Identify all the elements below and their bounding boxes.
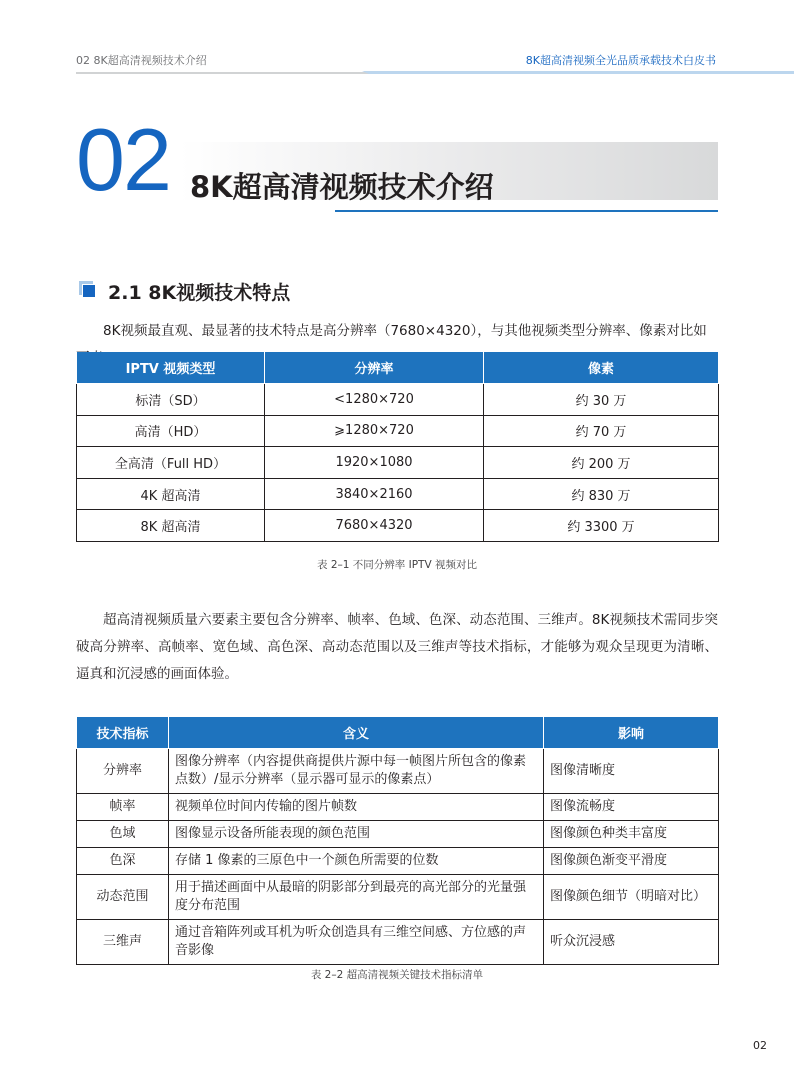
- column-header: 技术指标: [77, 717, 169, 749]
- table-cell: 全高清（Full HD）: [77, 447, 265, 479]
- table-row: [77, 848, 719, 875]
- table-cell: 动态范围: [77, 875, 169, 920]
- table-cell: 约 70 万: [484, 415, 719, 447]
- table-row: [77, 510, 719, 542]
- table-row: [77, 875, 719, 920]
- table-cell: 7680×4320: [265, 510, 484, 542]
- table-row: [77, 384, 719, 416]
- column-header: 含义: [169, 717, 544, 749]
- table-cell: 约 830 万: [484, 478, 719, 510]
- table-cell: 约 30 万: [484, 384, 719, 416]
- table-row: [77, 749, 719, 794]
- table-cell: 帧率: [77, 794, 169, 821]
- table-cell: 3840×2160: [265, 478, 484, 510]
- chapter-underline: [335, 210, 718, 212]
- table2-caption: 表 2–2 超高清视频关键技术指标清单: [310, 969, 484, 981]
- table-cell: 4K 超高清: [77, 478, 265, 510]
- table-cell: 三维声: [77, 920, 169, 965]
- table-cell: 高清（HD）: [77, 415, 265, 447]
- table-cell: 分辨率: [77, 749, 169, 794]
- table-cell: 约 200 万: [484, 447, 719, 479]
- table-cell: 标清（SD）: [77, 384, 265, 416]
- table-header-row: [77, 717, 719, 749]
- table-cell: 用于描述画面中从最暗的阴影部分到最亮的高光部分的光量强度分布范围: [169, 875, 544, 920]
- table-cell: 图像颜色渐变平滑度: [544, 848, 719, 875]
- table1-caption: 表 2–1 不同分辨率 IPTV 视频对比: [317, 559, 477, 571]
- header-left-title: 02 8K超高清视频技术介绍: [76, 54, 207, 67]
- table-cell: <1280×720: [265, 384, 484, 416]
- table-header-row: [77, 352, 719, 384]
- key-indicators-table: [76, 716, 719, 965]
- table-cell: 视频单位时间内传输的图片帧数: [169, 794, 544, 821]
- table-cell: 色深: [77, 848, 169, 875]
- table-cell: ⩾1280×720: [265, 415, 484, 447]
- table-cell: 图像分辨率（内容提供商提供片源中每一帧图片所包含的像素点数）/显示分辨率（显示器可显示的像素点）: [169, 749, 544, 794]
- chapter-title: 8K超高清视频技术介绍: [190, 170, 494, 204]
- header-divider: [76, 71, 718, 75]
- table-cell: 图像颜色细节（明暗对比）: [544, 875, 719, 920]
- table-cell: 图像流畅度: [544, 794, 719, 821]
- table-cell: 8K 超高清: [77, 510, 265, 542]
- section-square-icon: [79, 281, 96, 298]
- table-cell: 约 3300 万: [484, 510, 719, 542]
- table-row: [77, 794, 719, 821]
- table-cell: 色域: [77, 821, 169, 848]
- chapter-number: 02: [76, 110, 170, 209]
- table-cell: 图像颜色种类丰富度: [544, 821, 719, 848]
- table-cell: 图像清晰度: [544, 749, 719, 794]
- intro-paragraph: 8K视频最直观、最显著的技术特点是高分辨率（7680×4320），与其他视频类型分辨率、像素对比如: [103, 323, 707, 339]
- table-cell: 听众沉浸感: [544, 920, 719, 965]
- factors-paragraph: 超高清视频质量六要素主要包含分辨率、帧率、色域、色深、动态范围、三维声。8K视频技术需同步突破高分辨率、高帧率、宽色域、高色深、高动态范围以及三维声等技术指标，才能够为观众呈现更为清晰、逼真和沉浸感的画面体验。: [76, 612, 718, 682]
- table-cell: 图像显示设备所能表现的颜色范围: [169, 821, 544, 848]
- column-header: 影响: [544, 717, 719, 749]
- column-header: 像素: [484, 352, 719, 384]
- table-cell: 通过音箱阵列或耳机为听众创造具有三维空间感、方位感的声音影像: [169, 920, 544, 965]
- section-title: 2.1 8K视频技术特点: [108, 282, 291, 304]
- page-number: 02: [753, 1039, 767, 1052]
- column-header: IPTV 视频类型: [77, 352, 265, 384]
- table-cell: 存储 1 像素的三原色中一个颜色所需要的位数: [169, 848, 544, 875]
- resolution-comparison-table: [76, 352, 719, 542]
- table-row: [77, 447, 719, 479]
- column-header: 分辨率: [265, 352, 484, 384]
- table-row: [77, 415, 719, 447]
- header-right-title: 8K超高清视频全光品质承载技术白皮书: [525, 54, 716, 67]
- table-row: [77, 821, 719, 848]
- table-row: [77, 920, 719, 965]
- table-cell: 1920×1080: [265, 447, 484, 479]
- table-row: [77, 478, 719, 510]
